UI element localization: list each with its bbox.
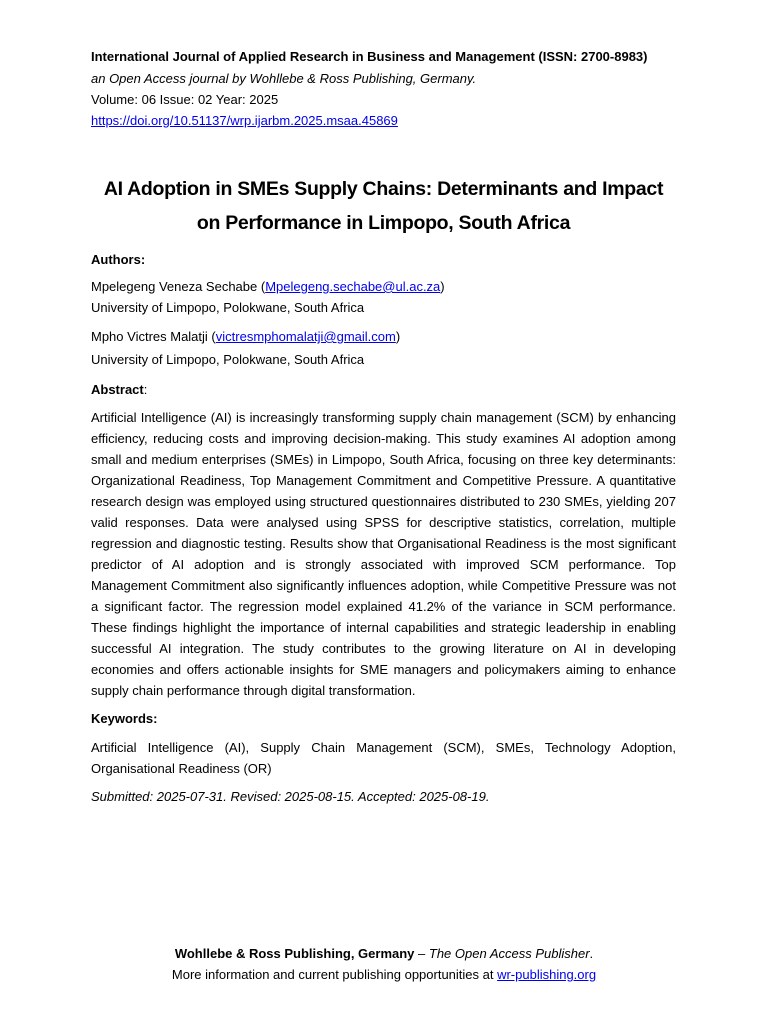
doi-line [91,113,398,129]
abstract-heading: Abstract: [91,382,148,397]
author-2-name: Mpho Victres Malatji [91,329,208,344]
volume-issue-year: Volume: 06 Issue: 02 Year: 2025 [91,92,279,107]
author-1-name: Mpelegeng Veneza Sechabe [91,279,258,294]
journal-name: International Journal of Applied Research in Business and Management (ISSN: 2700-8983) [91,49,648,64]
author-1: Mpelegeng Veneza Sechabe (Mpelegeng.sechabe@ul.ac.za) [91,279,445,294]
author-1-affiliation: University of Limpopo, Polokwane, South Africa [91,300,365,315]
author-2-email-link[interactable]: victresmphomalatji@gmail.com [215,329,396,344]
keywords-heading: Keywords: [91,711,158,726]
abstract-body: Artificial Intelligence (AI) is increasingly transforming supply chain management (SCM) by enhancing efficiency, reducing costs and improving decision-making. This study examines AI adoption among small and medium enterprises (SMEs) in Limpopo, South Africa, focusing on three key determinants: Organizational Readiness, Top Management Commitment and Competitive Pressure. A quantitative research design was employed using structured questionnaires distributed to 230 SMEs, yielding 207 valid responses. Data were analysed using SPSS for descriptive statistics, correlation, multiple regression and diagnostic testing. Results show that Organisational Readiness is the most significant predictor of AI adoption and is strongly associated with improved SCM performance. Top Management Commitment also significantly influences adoption, while Competitive Pressure was not a significant factor. The regression model explained 41.2% of the variance in SCM performance. These findings highlight the importance of internal capabilities and strategic leadership in enabling successful AI integration. The study contributes to the growing literature on AI in developing economies and offers actionable insights for SME managers and policymakers aiming to enhance supply chain performance through digital transformation. [91,410,676,698]
paper-title [91,172,676,240]
author-1-email-link[interactable]: Mpelegeng.sechabe@ul.ac.za [265,279,441,294]
footer-tagline: The Open Access Publisher [428,946,590,961]
footer-dash: – [414,946,429,961]
footer-period: . [589,946,594,961]
submission-dates: Submitted: 2025-07-31. Revised: 2025-08-15. Accepted: 2025-08-19. [91,789,490,804]
open-access-notice: an Open Access journal by Wohllebe & Ross Publishing, Germany. [91,71,477,86]
author-2: Mpho Victres Malatji (victresmphomalatji@gmail.com) [91,329,401,344]
authors-heading: Authors: [91,252,146,267]
page-footer [0,943,768,985]
footer-publisher: Wohllebe & Ross Publishing, Germany [174,946,415,961]
abstract-heading-text: Abstract [91,382,144,397]
doi-link[interactable]: https://doi.org/10.51137/wrp.ijarbm.2025.msaa.45869 [91,113,398,128]
keywords-body: Artificial Intelligence (AI), Supply Chain Management (SCM), SMEs, Technology Adoption, Organisational Readiness (OR) [91,740,676,776]
footer-line-2 [0,964,768,985]
footer-line-1 [0,943,768,964]
author-2-affiliation: University of Limpopo, Polokwane, South Africa [91,352,365,367]
title-line-2: on Performance in Limpopo, South Africa [196,212,571,234]
paper-page [91,0,676,1024]
title-line-1: AI Adoption in SMEs Supply Chains: Determinants and Impact [103,178,664,200]
footer-publisher-link[interactable]: wr-publishing.org [497,967,597,982]
footer-more-info: More information and current publishing opportunities at [171,967,498,982]
